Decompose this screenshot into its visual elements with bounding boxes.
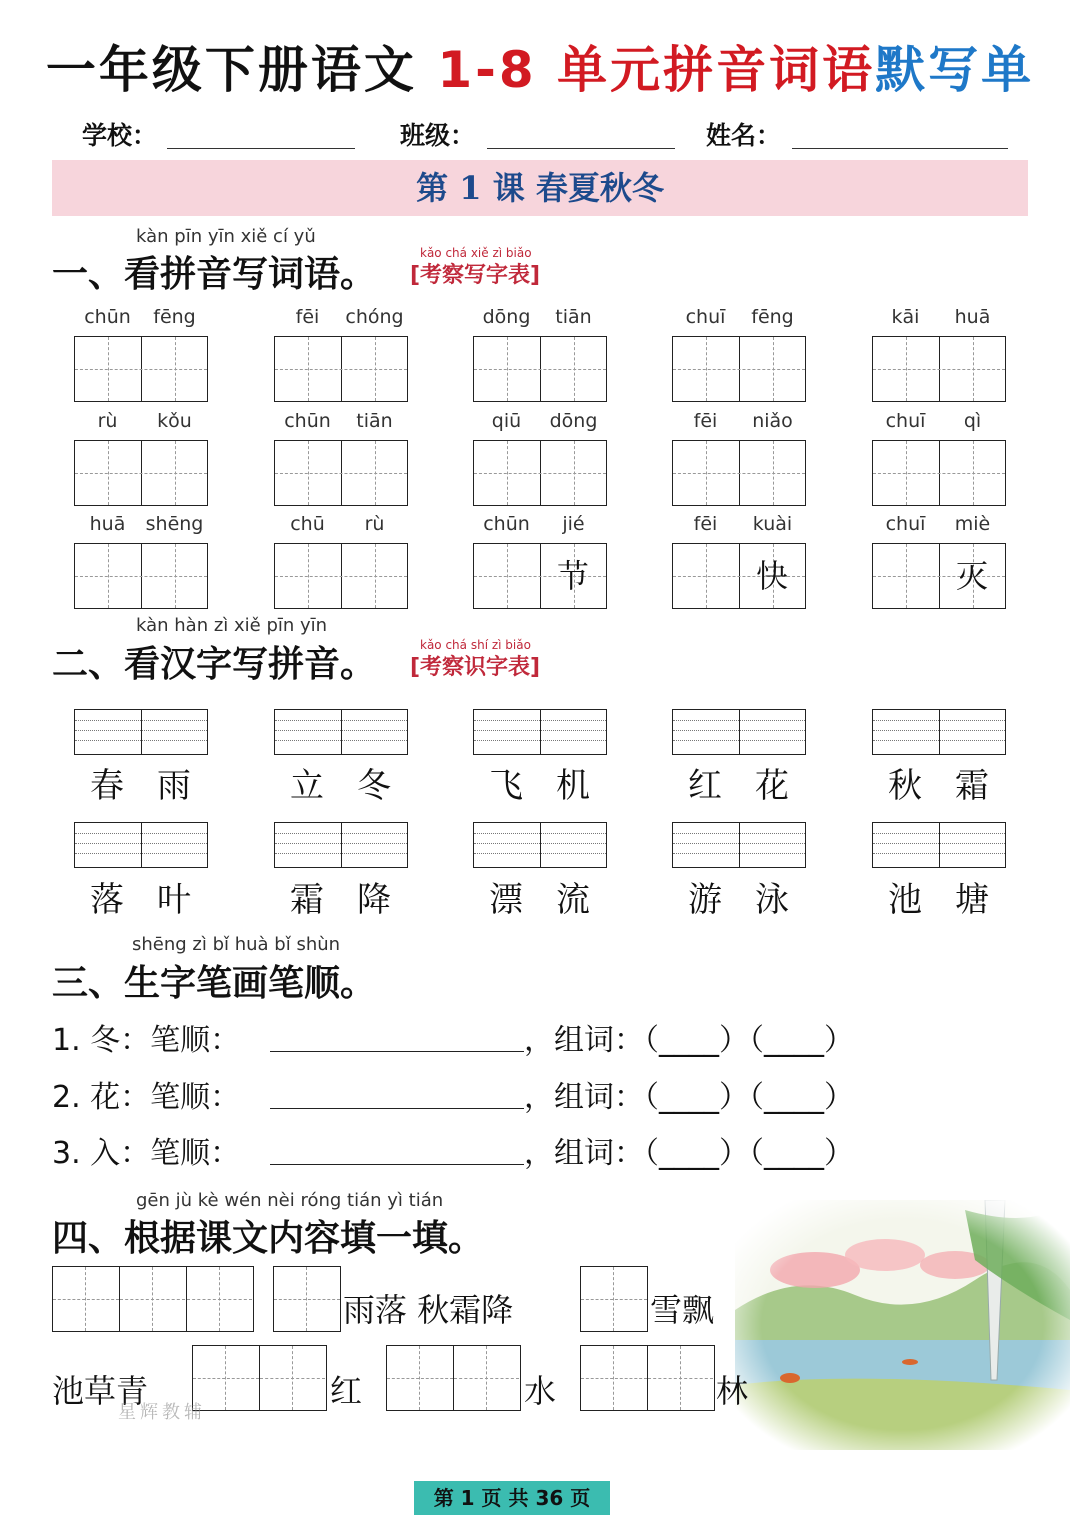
title-part3: 默写单 [875, 41, 1035, 99]
writing-grid[interactable] [473, 440, 607, 506]
fill-grid-4[interactable] [192, 1345, 327, 1411]
hanzi-character: 落 [90, 880, 124, 920]
writing-grid[interactable] [872, 440, 1006, 506]
hanzi-character: 游 [688, 880, 722, 920]
hanzi-character: 春 [90, 766, 124, 806]
stroke-item-label: 3. 入：笔顺： [52, 1136, 241, 1171]
given-character [939, 337, 1005, 401]
section1-tag: [考察写字表] [410, 263, 541, 288]
section1-heading: 一、看拼音写词语。 [52, 253, 377, 295]
writing-grid[interactable] [473, 543, 607, 609]
school-label: 学校： [82, 121, 158, 150]
fill-grid-5[interactable] [386, 1345, 521, 1411]
hanzi-character: 漂 [489, 880, 523, 920]
title-part2: 1-8 单元拼音词语 [437, 41, 876, 99]
given-character [540, 337, 606, 401]
writing-grid[interactable] [872, 543, 1006, 609]
pinyin-syllable: kāi [891, 306, 920, 328]
fill-grid-3[interactable] [580, 1266, 648, 1332]
given-character [341, 441, 407, 505]
fill-text-4: 红 [330, 1372, 363, 1410]
hanzi-character: 飞 [489, 766, 523, 806]
section1-tag-pinyin: kǎo chá xiě zì biǎo [420, 246, 532, 260]
pinyin-syllable: huā [954, 306, 991, 328]
landscape-illustration [735, 1200, 1070, 1450]
pinyin-syllable: fēi [693, 513, 718, 535]
pinyin-syllable: fēng [751, 306, 794, 328]
section2-tag-pinyin: kǎo chá shí zì biǎo [420, 638, 531, 652]
pinyin-writing-grid[interactable] [672, 822, 806, 868]
pinyin-writing-grid[interactable] [74, 709, 208, 755]
section2-heading: 二、看汉字写拼音。 [52, 643, 377, 685]
pinyin-syllable: jié [562, 513, 585, 535]
hanzi-character: 泳 [755, 880, 789, 920]
page-footer: 第 1 页 共 36 页 [414, 1481, 610, 1515]
pinyin-writing-grid[interactable] [473, 822, 607, 868]
pinyin-syllable: chūn [84, 306, 131, 328]
hanzi-character: 流 [556, 880, 590, 920]
word-item-1: ，组词：（____）（____） [524, 1023, 854, 1058]
writing-grid[interactable] [473, 336, 607, 402]
pinyin-syllable: kǒu [157, 410, 192, 432]
given-character [141, 441, 207, 505]
hanzi-character: 雨 [157, 766, 191, 806]
class-label: 班级： [400, 121, 476, 150]
given-character [540, 441, 606, 505]
pinyin-syllable: huā [89, 513, 126, 535]
pinyin-syllable: rù [97, 410, 118, 432]
writing-grid[interactable] [274, 440, 408, 506]
writing-grid[interactable] [872, 336, 1006, 402]
given-character [141, 544, 207, 608]
pinyin-writing-grid[interactable] [672, 709, 806, 755]
stroke-item-label: 1. 冬：笔顺： [52, 1023, 241, 1058]
pinyin-syllable: chūn [483, 513, 530, 535]
pinyin-syllable: dōng [549, 410, 598, 432]
hanzi-character: 冬 [357, 766, 391, 806]
hanzi-character: 池 [888, 880, 922, 920]
stroke-item-3 [52, 1128, 240, 1172]
class-field[interactable] [487, 148, 675, 149]
pinyin-syllable: qì [963, 410, 982, 432]
pinyin-syllable: chuī [885, 513, 926, 535]
pinyin-syllable: fēi [693, 410, 718, 432]
hanzi-character: 立 [290, 766, 324, 806]
given-character [739, 337, 805, 401]
pinyin-syllable: tiān [356, 410, 393, 432]
section2-pinyin: kàn hàn zì xiě pīn yīn [136, 615, 328, 636]
writing-grid[interactable] [74, 440, 208, 506]
fill-text-5: 水 [524, 1372, 557, 1410]
pinyin-syllable: niǎo [752, 410, 793, 432]
given-character [141, 337, 207, 401]
pinyin-syllable: chū [290, 513, 325, 535]
stroke-line-3[interactable] [270, 1164, 524, 1165]
section1-pinyin: kàn pīn yīn xiě cí yǔ [136, 226, 316, 247]
given-character: 快 [755, 557, 788, 595]
hanzi-character: 塘 [955, 880, 989, 920]
pinyin-writing-grid[interactable] [74, 822, 208, 868]
pinyin-syllable: chuī [885, 410, 926, 432]
pinyin-syllable: qiū [491, 410, 522, 432]
fill-text-6: 林 [716, 1372, 749, 1410]
lesson-title: 第 1 课 春夏秋冬 [416, 169, 664, 207]
pinyin-syllable: dōng [482, 306, 531, 328]
writing-grid[interactable] [74, 543, 208, 609]
pinyin-syllable: chūn [284, 410, 331, 432]
stroke-line-1[interactable] [270, 1051, 524, 1052]
watermark: 星辉教辅 [118, 1402, 206, 1423]
writing-grid[interactable] [672, 440, 806, 506]
pinyin-syllable: miè [954, 513, 991, 535]
hanzi-character: 霜 [955, 766, 989, 806]
fill-text-3: 池草青 [52, 1372, 149, 1410]
stroke-item-1 [52, 1015, 240, 1059]
given-character [341, 544, 407, 608]
section3-heading: 三、生字笔画笔顺。 [52, 962, 377, 1004]
stroke-item-2 [52, 1072, 240, 1116]
pinyin-writing-grid[interactable] [274, 822, 408, 868]
fill-grid-2[interactable] [273, 1266, 341, 1332]
pinyin-syllable: fēi [295, 306, 320, 328]
writing-grid[interactable] [672, 336, 806, 402]
section3-pinyin: shēng zì bǐ huà bǐ shùn [132, 934, 341, 955]
fill-grid-1[interactable] [52, 1266, 254, 1332]
school-field[interactable] [167, 148, 355, 149]
pinyin-syllable: shēng [145, 513, 204, 535]
pinyin-syllable: tiān [555, 306, 592, 328]
given-character: 节 [556, 557, 589, 595]
pinyin-writing-grid[interactable] [473, 709, 607, 755]
hanzi-character: 秋 [888, 766, 922, 806]
given-character [939, 441, 1005, 505]
writing-grid[interactable] [274, 543, 408, 609]
hanzi-character: 叶 [157, 880, 191, 920]
pinyin-writing-grid[interactable] [872, 822, 1006, 868]
hanzi-character: 降 [357, 880, 391, 920]
given-character [739, 441, 805, 505]
page-title [0, 30, 1080, 102]
pinyin-writing-grid[interactable] [872, 709, 1006, 755]
fill-grid-6[interactable] [580, 1345, 715, 1411]
section4-pinyin: gēn jù kè wén nèi róng tián yì tián [136, 1190, 444, 1211]
hanzi-character: 霜 [290, 880, 324, 920]
pinyin-syllable: kuài [752, 513, 793, 535]
given-character [341, 337, 407, 401]
section4-heading: 四、根据课文内容填一填。 [52, 1217, 485, 1259]
pinyin-syllable: fēng [153, 306, 196, 328]
section2-tag: [考察识字表] [410, 655, 541, 680]
writing-grid[interactable] [74, 336, 208, 402]
word-item-3: ，组词：（____）（____） [524, 1136, 854, 1171]
stroke-item-label: 2. 花：笔顺： [52, 1080, 241, 1115]
writing-grid[interactable] [274, 336, 408, 402]
fill-text-2: 雪飘 [650, 1291, 715, 1329]
hanzi-character: 机 [556, 766, 590, 806]
pinyin-syllable: chóng [345, 306, 404, 328]
hanzi-character: 花 [755, 766, 789, 806]
stroke-line-2[interactable] [270, 1108, 524, 1109]
writing-grid[interactable] [672, 543, 806, 609]
pinyin-syllable: rù [364, 513, 385, 535]
pinyin-syllable: chuī [685, 306, 726, 328]
given-character: 灭 [955, 557, 988, 595]
title-part1: 一年级下册语文 [45, 41, 417, 99]
pinyin-writing-grid[interactable] [274, 709, 408, 755]
fill-text-1: 雨落 秋霜降 [343, 1291, 514, 1329]
hanzi-character: 红 [688, 766, 722, 806]
name-label: 姓名： [706, 121, 782, 150]
name-field[interactable] [792, 148, 1008, 149]
word-item-2: ，组词：（____）（____） [524, 1080, 854, 1115]
